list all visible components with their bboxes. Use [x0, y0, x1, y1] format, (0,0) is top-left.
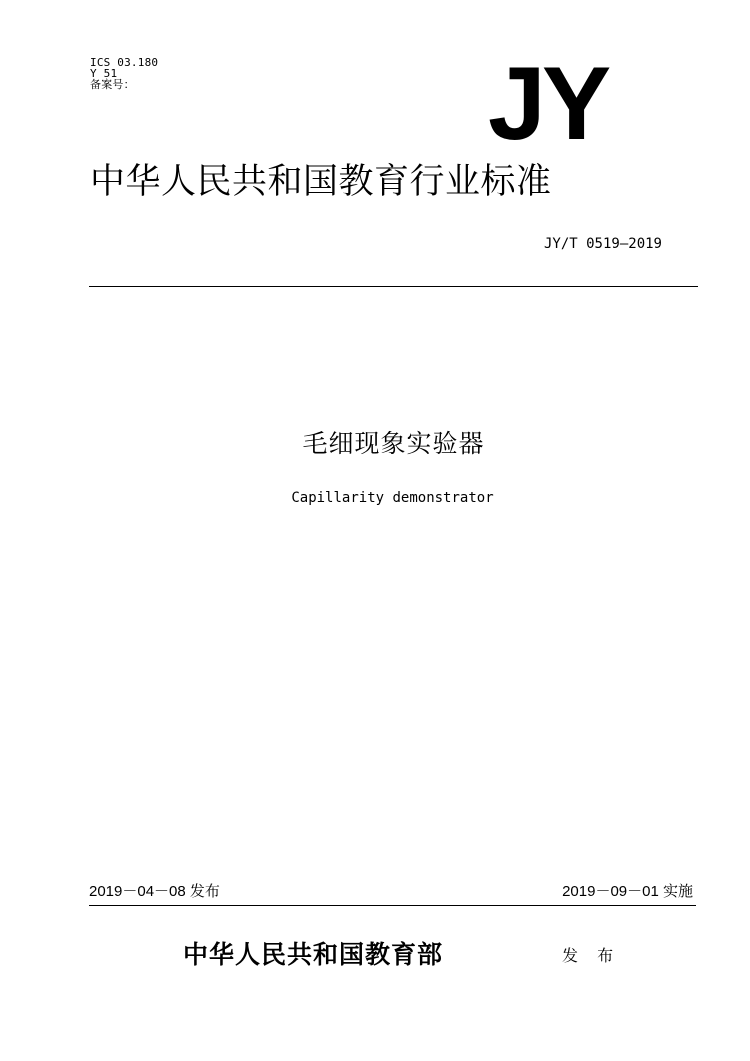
issue-date: 2019－04－08 发布: [89, 883, 220, 900]
implementation-date: 2019－09－01 实施: [562, 883, 693, 900]
footer-divider: [89, 905, 696, 906]
document-title-english: Capillarity demonstrator: [291, 490, 494, 506]
classification-block: [90, 57, 158, 90]
category-code: Y 51: [90, 67, 118, 80]
publish-label: 发 布: [562, 946, 621, 965]
jy-logo: JY: [488, 46, 608, 162]
standard-number: JY/T 0519—2019: [543, 236, 662, 252]
document-title-chinese: 毛细现象实验器: [302, 430, 485, 458]
header-divider: [89, 286, 698, 287]
standard-title: 中华人民共和国教育行业标准: [90, 162, 552, 201]
record-number-label: 备案号：: [90, 78, 135, 91]
publisher-name: 中华人民共和国教育部: [183, 940, 444, 969]
ics-code: ICS 03.180: [90, 56, 159, 69]
